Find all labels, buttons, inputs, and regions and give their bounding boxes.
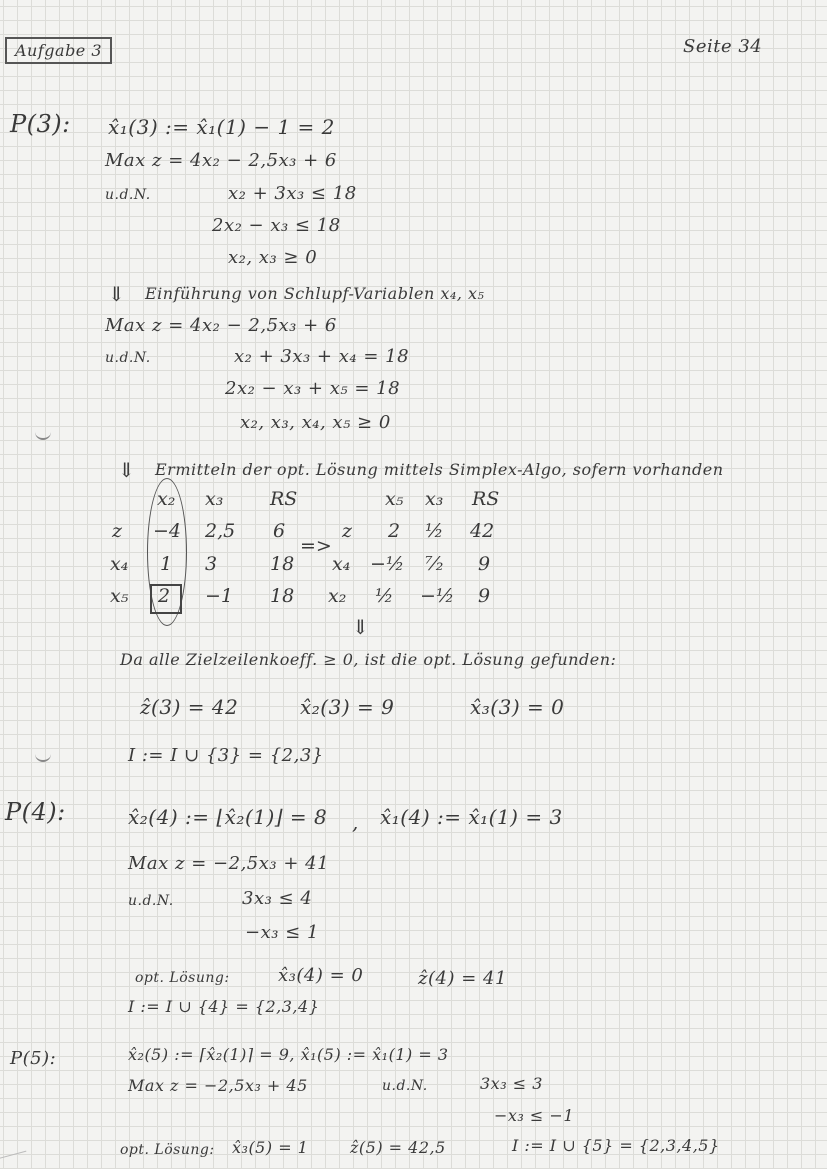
p5-result-x3: x̂₃(5) = 1: [232, 1138, 309, 1157]
p5-udn: u.d.N.: [382, 1078, 428, 1094]
p3-constraint-2: 2x₂ − x₃ ≤ 18: [212, 215, 341, 236]
p3-constraint-4: 2x₂ − x₃ + x₅ = 18: [225, 378, 401, 399]
tableau2-cell: ⁷⁄₂: [425, 553, 444, 575]
tableau2-cell: −½: [420, 585, 455, 607]
tableau2-cell: ½: [425, 520, 444, 542]
p3-nonneg: x₂, x₃ ≥ 0: [228, 247, 318, 268]
arrow-down-icon: ⇓: [118, 458, 136, 482]
tableau2-row-label: x₄: [332, 553, 351, 575]
p3-udn: u.d.N.: [105, 187, 151, 203]
p4-bound-line-2: x̂₁(4) := x̂₁(1) = 3: [380, 805, 563, 829]
p4-objective: Max z = −2,5x₃ + 41: [128, 853, 330, 874]
page-number: Seite 34: [683, 36, 763, 57]
p5-bound-line: x̂₂(5) := ⌈x̂₂(1)⌉ = 9, x̂₁(5) := x̂₁(1) = 3: [128, 1045, 449, 1064]
task-title: Aufgabe 3: [5, 37, 112, 64]
p5-opt-label: opt. Lösung:: [120, 1142, 215, 1158]
tableau1-header: x₂: [157, 488, 176, 510]
tableau2-cell: 42: [470, 520, 495, 542]
p3-objective: Max z = 4x₂ − 2,5x₃ + 6: [105, 150, 337, 171]
page-corner: [0, 1151, 29, 1169]
p4-result-x3: x̂₃(4) = 0: [278, 965, 364, 986]
p4-result-z: ẑ(4) = 41: [418, 968, 507, 989]
margin-mark: [35, 752, 51, 762]
p3-objective-2: Max z = 4x₂ − 2,5x₃ + 6: [105, 315, 337, 336]
p3-slack-intro: Einführung von Schlupf-Variablen x₄, x₅: [145, 284, 485, 303]
p3-index-set: I := I ∪ {3} = {2,3}: [128, 745, 324, 766]
tableau1-row-label: x₅: [110, 585, 129, 607]
p5-index-set: I := I ∪ {5} = {2,3,4,5}: [512, 1136, 720, 1155]
p3-result-z: ẑ(3) = 42: [140, 695, 239, 719]
tableau1-cell: 18: [270, 585, 295, 607]
p3-conclusion: Da alle Zielzeilenkoeff. ≥ 0, ist die opt. Lösung gefunden:: [120, 650, 617, 669]
tableau2-cell: ½: [375, 585, 394, 607]
tableau2-header: x₃: [425, 488, 444, 510]
p3-result-x2: x̂₂(3) = 9: [300, 695, 395, 719]
p3-udn-2: u.d.N.: [105, 350, 151, 366]
p5-label: P(5):: [10, 1048, 57, 1069]
tableau1-cell: 2,5: [205, 520, 236, 542]
p3-nonneg-2: x₂, x₃, x₄, x₅ ≥ 0: [240, 412, 391, 433]
p4-label: P(4):: [5, 798, 66, 826]
p4-comma: ,: [352, 810, 359, 834]
p4-bound-line-1: x̂₂(4) := ⌊x̂₂(1)⌋ = 8: [128, 805, 328, 829]
tableau2-cell: 9: [478, 553, 491, 575]
tableau1-cell: 3: [205, 553, 218, 575]
p4-constraint-2: −x₃ ≤ 1: [245, 922, 319, 943]
margin-mark: [35, 430, 51, 440]
tableau2-header: x₅: [385, 488, 404, 510]
p5-constraint-2: −x₃ ≤ −1: [494, 1106, 575, 1125]
p3-result-x3: x̂₃(3) = 0: [470, 695, 565, 719]
p3-bound-line: x̂₁(3) := x̂₁(1) − 1 = 2: [108, 115, 335, 139]
tableau1-cell: 6: [273, 520, 286, 542]
p3-simplex-intro: Ermitteln der opt. Lösung mittels Simplex-Algo, sofern vorhanden: [155, 460, 724, 479]
tableau1-row-label: x₄: [110, 553, 129, 575]
tableau2-row-label: x₂: [328, 585, 347, 607]
tableau2-header: RS: [472, 488, 500, 510]
tableau1-header: RS: [270, 488, 298, 510]
p5-result-z: ẑ(5) = 42,5: [350, 1138, 446, 1157]
tableau1-cell: 1: [160, 553, 173, 575]
p5-constraint-1: 3x₃ ≤ 3: [480, 1074, 543, 1093]
tableau1-cell: 18: [270, 553, 295, 575]
tableau1-row-label: z: [112, 520, 123, 542]
tableau1-header: x₃: [205, 488, 224, 510]
tableau2-cell: −½: [370, 553, 405, 575]
tableau1-cell: 2: [158, 585, 171, 607]
arrow-down-icon: ⇓: [108, 282, 126, 306]
p4-index-set: I := I ∪ {4} = {2,3,4}: [128, 997, 320, 1016]
p3-constraint-3: x₂ + 3x₃ + x₄ = 18: [234, 346, 410, 367]
tableau2-row-label: z: [342, 520, 353, 542]
tableau1-cell: −1: [205, 585, 234, 607]
implies-arrow: =>: [300, 535, 332, 557]
p5-objective: Max z = −2,5x₃ + 45: [128, 1076, 308, 1095]
p3-label: P(3):: [10, 110, 71, 138]
arrow-down-icon: ⇓: [352, 615, 370, 639]
tableau2-cell: 9: [478, 585, 491, 607]
p3-constraint-1: x₂ + 3x₃ ≤ 18: [228, 183, 357, 204]
tableau2-cell: 2: [388, 520, 401, 542]
tableau1-cell: −4: [153, 520, 182, 542]
p4-udn: u.d.N.: [128, 893, 174, 909]
p4-opt-label: opt. Lösung:: [135, 970, 230, 986]
p4-constraint-1: 3x₃ ≤ 4: [242, 888, 313, 909]
